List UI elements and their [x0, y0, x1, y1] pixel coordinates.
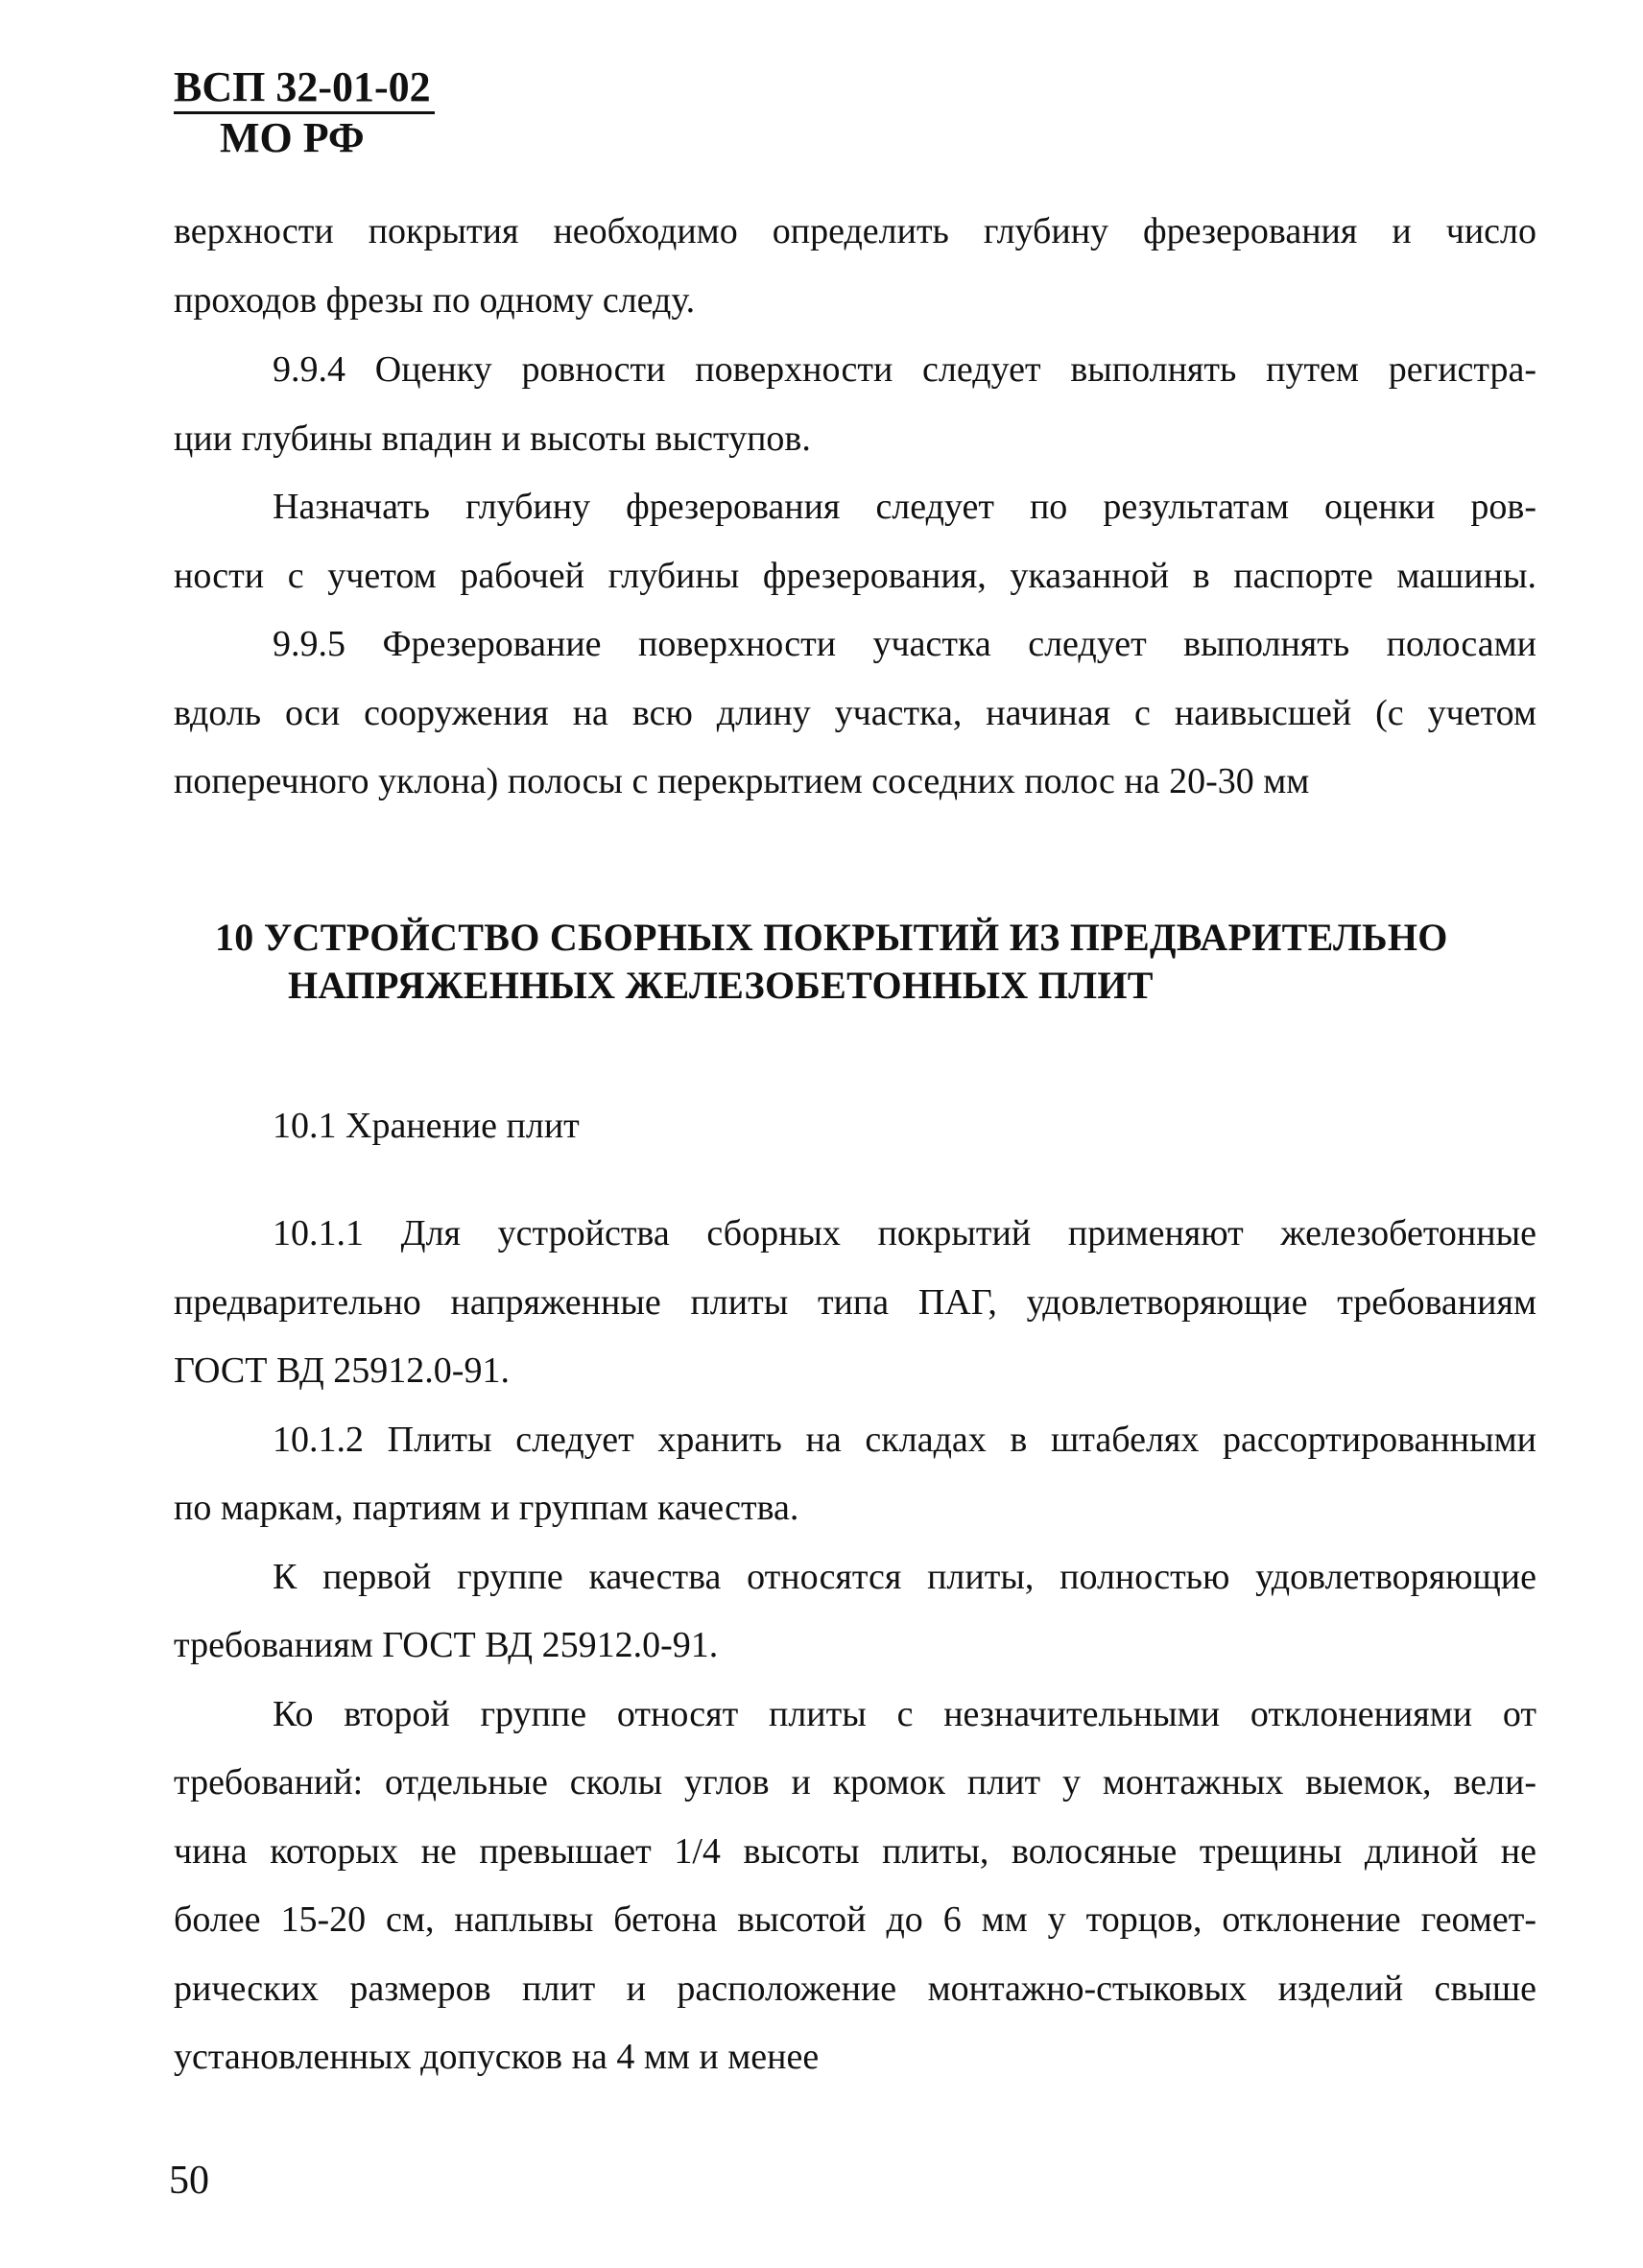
text-line: поперечного уклона) полосы с перекрытием соседних полос на 20-30 мм	[174, 761, 1310, 801]
document-code: ВСП 32-01-02	[174, 63, 435, 114]
section-heading-line2: НАПРЯЖЕННЫХ ЖЕЛЕЗОБЕТОННЫХ ПЛИТ	[288, 964, 1154, 1007]
text-line: ности с учетом рабочей глубины фрезерования, указанной в паспорте машины.	[174, 556, 1536, 596]
document-org: МО РФ	[220, 114, 365, 161]
text-line: проходов фрезы по одному следу.	[174, 280, 696, 321]
text-line: ГОСТ ВД 25912.0-91.	[174, 1350, 510, 1391]
text-line: по маркам, партиям и группам качества.	[174, 1488, 799, 1528]
text-line: 10.1.2 Плиты следует хранить на складах в штабелях рассортированными	[273, 1420, 1536, 1460]
text-line: более 15-20 см, наплывы бетона высотой до 6 мм у торцов, отклонение геомет-	[174, 1899, 1536, 1940]
text-line: вдоль оси сооружения на всю длину участка, начиная с наивысшей (с учетом	[174, 693, 1536, 733]
text-line: предварительно напряженные плиты типа ПАГ, удовлетворяющие требованиям	[174, 1282, 1536, 1323]
text-line: рических размеров плит и расположение монтажно-стыковых изделий свыше	[174, 1969, 1536, 2009]
text-line: требований: отдельные сколы углов и кромок плит у монтажных выемок, вели-	[174, 1762, 1536, 1802]
text-line: К первой группе качества относятся плиты, полностью удовлетворяющие	[273, 1557, 1536, 1597]
text-line: 10.1.1 Для устройства сборных покрытий применяют железобетонные	[273, 1213, 1536, 1253]
text-line: ции глубины впадин и высоты выступов.	[174, 418, 811, 459]
subsection-title: 10.1 Хранение плит	[273, 1106, 580, 1146]
text-line: 9.9.4 Оценку ровности поверхности следует выполнять путем регистра-	[273, 349, 1536, 390]
text-line: чина которых не превышает 1/4 высоты плиты, волосяные трещины длиной не	[174, 1831, 1536, 1872]
text-line: требованиям ГОСТ ВД 25912.0-91.	[174, 1625, 719, 1665]
text-line: установленных допусков на 4 мм и менее	[174, 2037, 820, 2077]
document-header	[174, 63, 435, 162]
text-line: верхности покрытия необходимо определить глубину фрезерования и число	[174, 211, 1536, 251]
text-line: Назначать глубину фрезерования следует по результатам оценки ров-	[273, 487, 1536, 527]
text-line: Ко второй группе относят плиты с незначительными отклонениями от	[273, 1694, 1536, 1734]
section-heading-line1: 10 УСТРОЙСТВО СБОРНЫХ ПОКРЫТИЙ ИЗ ПРЕДВАРИТЕЛЬНО	[215, 916, 1448, 959]
page-number: 50	[169, 2159, 209, 2203]
text-line: 9.9.5 Фрезерование поверхности участка следует выполнять полосами	[273, 624, 1536, 664]
